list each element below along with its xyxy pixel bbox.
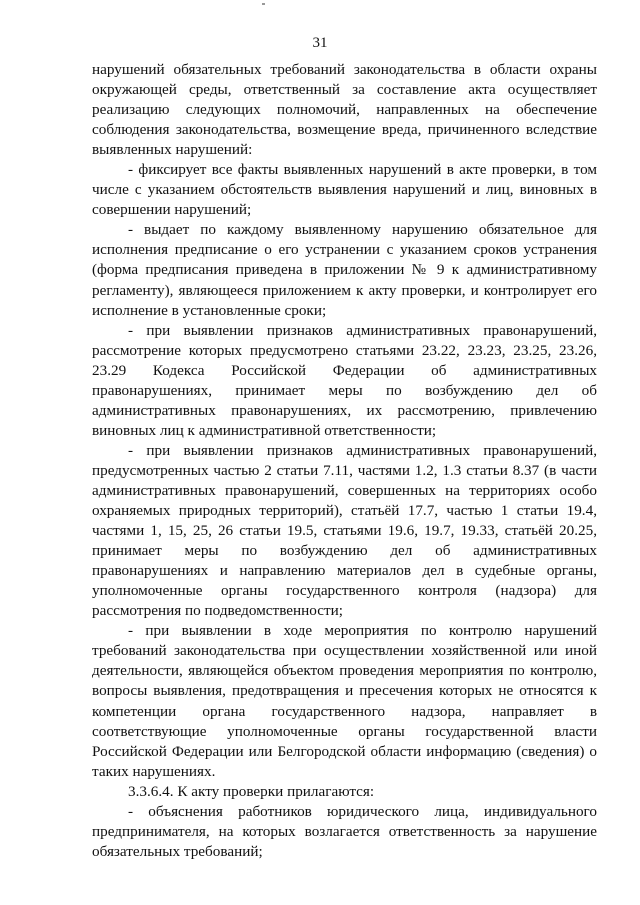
- page-number: 31: [312, 35, 328, 51]
- paragraph-notify-authorities: - при выявлении в ходе мероприятия по контролю нарушений требований законодательства при осуществлении хозяйственной или иной деятельности, являющейся объектом проведения мероприятия по контролю, вопросы выявления, предотвращения и пресечения которых не относятся к компетенции органа государственного надзора, направляет в соответствующие уполномоченные органы государственной власти Российской Федерации или Белгородской области информацию (сведения) о таких нарушениях.: [92, 622, 597, 780]
- paragraph-offenses-transfer: - при выявлении признаков административных правонарушений, предусмотренных частью 2 статьи 7.11, частями 1.2, 1.3 статьи 8.37 (в части административных правонарушений, совершенных на территориях особо охраняемых природных территорий), статьёй 17.7, частью 1 статьи 19.4, частями 1, 15, 25, 26 статьи 19.5, статьями 19.6, 19.7, 19.33, статьёй 20.25, принимает меры по возбуждению дел об административных правонарушениях и направлению материалов дел в судебные органы, уполномоченные органы государственного контроля (надзора) для рассмотрения по подведомственности;: [92, 441, 597, 620]
- paragraph-intro-continuation: нарушений обязательных требований законодательства в области охраны окружающей среды, ответственный за составление акта осуществляет реализацию следующих полномочий, направленных на обеспечение соблюдения законодательства, возмещение вреда, причиненного вследствие выявленных нарушений:: [92, 61, 597, 159]
- scan-mark: [262, 3, 265, 5]
- paragraph-record-violations: - фиксирует все факты выявленных нарушений в акте проверки, в том числе с указанием обстоятельств выявления нарушений и лиц, виновных в совершении нарушений;: [92, 161, 597, 219]
- paragraph-administrative-offenses: - при выявлении признаков административных правонарушений, рассмотрение которых предусмотрено статьями 23.22, 23.23, 23.25, 23.26, 23.29 Кодекса Российской Федерации об административных правонарушениях, принимает меры по возбуждению дел об административных правонарушениях, их рассмотрению, привлечению виновных лиц к административной ответственности;: [92, 321, 597, 439]
- paragraph-issue-order: - выдает по каждому выявленному нарушению обязательное для исполнения предписание о его устранении с указанием сроков устранения (форма предписания приведена в приложении № 9 к административному регламенту), являющееся приложением к акту проверки, и контролирует его исполнение в установленные сроки;: [92, 221, 597, 319]
- body-text: [92, 60, 597, 862]
- paragraph-attachments-heading: 3.3.6.4. К акту проверки прилагаются:: [128, 782, 375, 800]
- paragraph-employee-explanations: - объяснения работников юридического лица, индивидуального предпринимателя, на которых возлагается ответственность за нарушение обязательных требований;: [92, 802, 597, 860]
